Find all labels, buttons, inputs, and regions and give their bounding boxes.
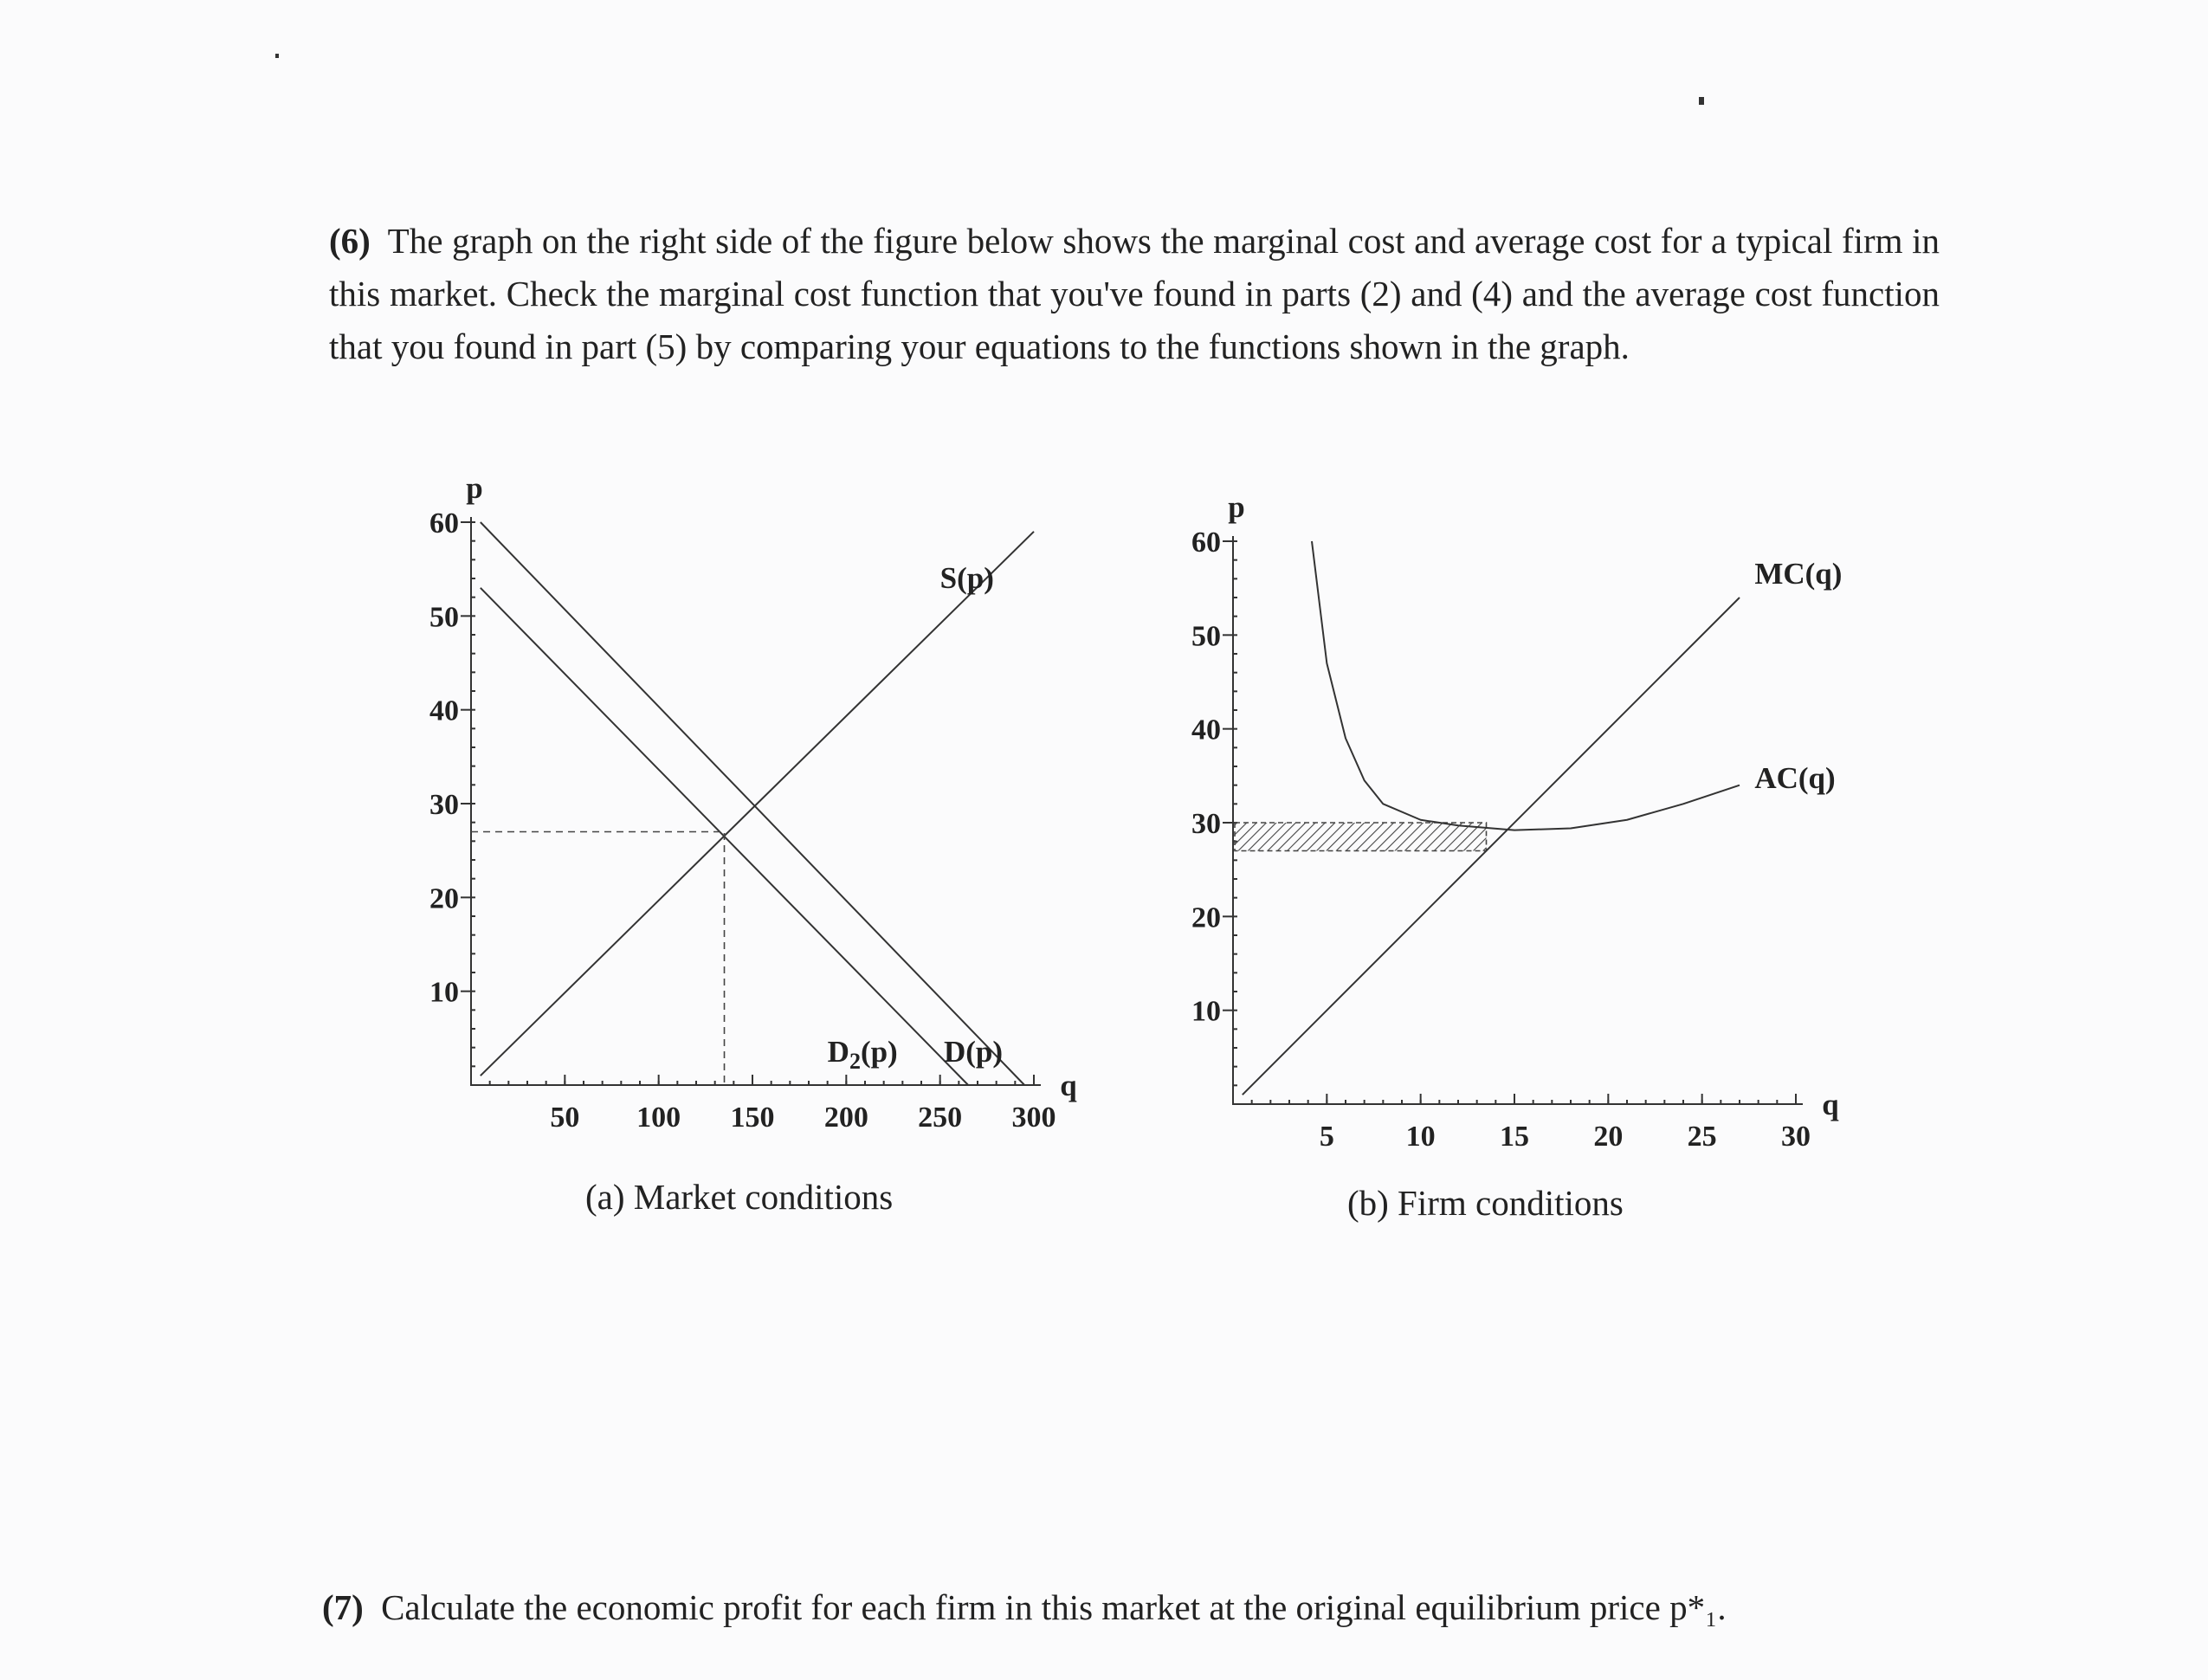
y-tick-label: 50 [429, 601, 459, 634]
demand2-label-tail: (p) [860, 1034, 898, 1069]
problem-7 [322, 1581, 1967, 1634]
problem-7-text: Calculate the economic profit for each firm in this market at the original equilibrium price p*₁. [381, 1587, 1727, 1627]
supply-label: S(p) [939, 560, 994, 595]
x-tick-label: 5 [1319, 1121, 1334, 1153]
y-tick-label: 60 [1191, 527, 1221, 559]
x-tick-label: 150 [730, 1102, 775, 1134]
scan-speck [1699, 97, 1704, 105]
market-conditions-chart [398, 450, 1108, 1143]
problem-6-number: (6) [329, 221, 371, 261]
demand-line [481, 522, 1024, 1085]
ac-curve [1312, 541, 1740, 830]
supply-line [481, 532, 1034, 1076]
ac-label: AC(q) [1754, 760, 1836, 795]
x-tick-label: 10 [1405, 1121, 1436, 1153]
y-tick-label: 60 [429, 507, 459, 540]
y-tick-label: 10 [429, 976, 459, 1009]
x-tick-label: 200 [823, 1102, 868, 1134]
x-tick-label: 20 [1593, 1121, 1624, 1153]
y-axis-label: p [466, 471, 483, 505]
y-tick-label: 20 [1191, 901, 1221, 934]
x-tick-label: 300 [1011, 1102, 1056, 1134]
mc-label: MC(q) [1754, 556, 1843, 591]
x-tick-label: 15 [1500, 1121, 1529, 1153]
scan-speck [275, 54, 279, 58]
demand2-label-main: D [827, 1034, 849, 1069]
y-tick-label: 20 [429, 882, 459, 915]
x-tick-label: 100 [636, 1102, 681, 1134]
market-conditions-caption: (a) Market conditions [585, 1177, 894, 1217]
y-tick-label: 40 [1191, 714, 1221, 746]
y-tick-label: 50 [1191, 620, 1221, 653]
demand2-label [828, 1035, 898, 1074]
x-tick-label: 30 [1781, 1121, 1811, 1153]
problem-7-number: (7) [322, 1587, 364, 1627]
x-tick-label: 50 [550, 1102, 580, 1134]
y-tick-label: 30 [429, 789, 459, 821]
x-axis-label: q [1822, 1088, 1839, 1121]
firm-conditions-chart [1160, 468, 1870, 1160]
y-tick-label: 40 [429, 695, 459, 727]
y-tick-label: 10 [1191, 995, 1221, 1028]
problem-6 [329, 215, 1940, 373]
problem-6-text: The graph on the right side of the figure below shows the marginal cost and average cost for a typical firm in this market. Check the marginal cost function that you've found in parts (2) and (4) and the average cost function that you found in part (5) by comparing your equations to the functions shown in the graph. [329, 221, 1940, 366]
demand2-label-subscript: 2 [849, 1048, 861, 1074]
firm-conditions-caption: (b) Firm conditions [1347, 1183, 1624, 1223]
y-tick-label: 30 [1191, 808, 1221, 840]
y-axis-label: p [1228, 490, 1245, 524]
demand-label: D(p) [944, 1034, 1004, 1069]
x-axis-label: q [1060, 1069, 1077, 1102]
shaded-loss-region [1235, 823, 1487, 851]
x-tick-label: 250 [918, 1102, 963, 1134]
x-tick-label: 25 [1687, 1121, 1717, 1153]
